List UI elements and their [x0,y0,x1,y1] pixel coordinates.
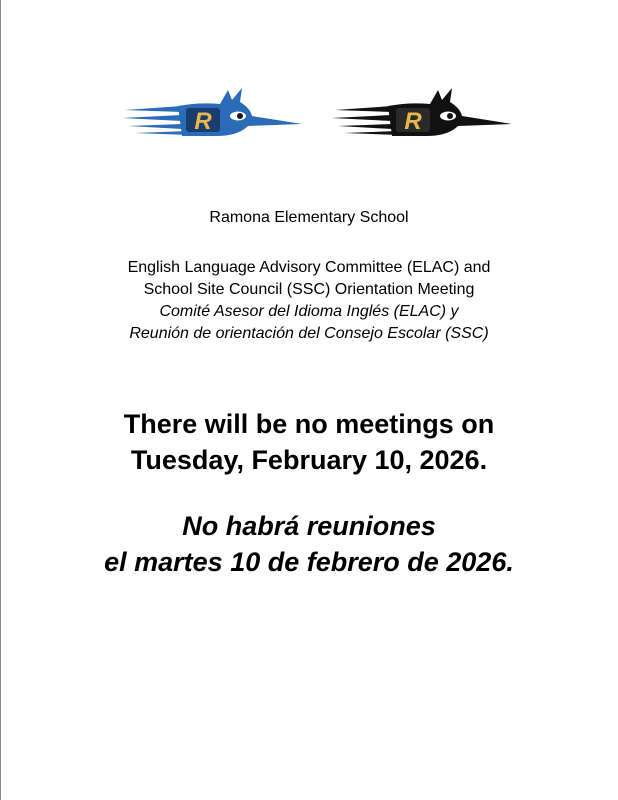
meeting-description [0,257,618,345]
announcement-spanish [0,508,618,580]
announcement-en-line-1: There will be no meetings on [123,409,495,439]
logo-row [0,86,618,146]
roadrunner-logo-blue-icon [120,86,310,146]
meeting-line-en-2: School Site Council (SSC) Orientation Meeting [143,281,475,298]
svg-text:R: R [194,108,212,135]
meeting-line-es-1: Comité Asesor del Idioma Inglés (ELAC) y [159,303,459,320]
announcement-english [0,406,618,478]
announcement-en-line-2: Tuesday, February 10, 2026. [130,445,488,475]
school-name: Ramona Elementary School [209,209,409,226]
meeting-line-en-1: English Language Advisory Committee (ELAC) and [127,259,491,276]
svg-text:R: R [404,108,422,135]
roadrunner-logo-black-icon [330,86,520,146]
announcement-es-line-1: No habrá reuniones [182,511,436,541]
meeting-line-es-2: Reunión de orientación del Consejo Escolar (SSC) [129,325,489,342]
announcement-es-line-2: el martes 10 de febrero de 2026. [104,547,514,577]
